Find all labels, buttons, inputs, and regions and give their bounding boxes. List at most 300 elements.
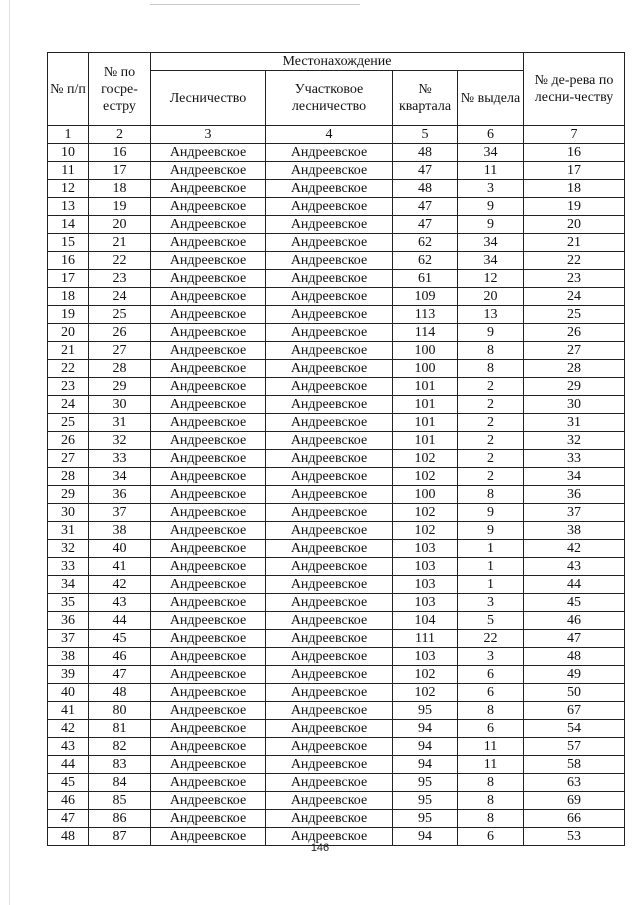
table-row [48,144,625,162]
district-forestry-cell: Андреевское [266,378,393,396]
quarter-cell: 94 [393,756,458,774]
table-row [48,306,625,324]
tree-no-cell: 44 [524,576,625,594]
district-forestry-cell: Андреевское [266,810,393,828]
district-forestry-cell: Андреевское [266,738,393,756]
forestry-cell: Андреевское [151,828,266,846]
tree-no-cell: 47 [524,630,625,648]
plot-cell: 1 [458,540,524,558]
column-number: 5 [393,126,458,144]
gos-registry-no-cell: 25 [89,306,151,324]
table-row [48,594,625,612]
row-no-cell: 11 [48,162,89,180]
gos-registry-no-cell: 87 [89,828,151,846]
quarter-cell: 101 [393,432,458,450]
row-no-cell: 40 [48,684,89,702]
tree-no-cell: 23 [524,270,625,288]
tree-no-cell: 53 [524,828,625,846]
plot-cell: 1 [458,558,524,576]
row-no-cell: 41 [48,702,89,720]
quarter-cell: 47 [393,216,458,234]
gos-registry-no-cell: 80 [89,702,151,720]
row-no-cell: 30 [48,504,89,522]
row-no-cell: 39 [48,666,89,684]
plot-cell: 6 [458,828,524,846]
quarter-cell: 101 [393,378,458,396]
district-forestry-cell: Андреевское [266,162,393,180]
tree-no-cell: 48 [524,648,625,666]
district-forestry-cell: Андреевское [266,252,393,270]
forestry-cell: Андреевское [151,432,266,450]
plot-cell: 20 [458,288,524,306]
district-forestry-cell: Андреевское [266,270,393,288]
table-row [48,774,625,792]
forestry-cell: Андреевское [151,252,266,270]
gos-registry-no-cell: 47 [89,666,151,684]
gos-registry-no-cell: 16 [89,144,151,162]
plot-cell: 2 [458,414,524,432]
forestry-cell: Андреевское [151,342,266,360]
quarter-cell: 48 [393,144,458,162]
row-no-cell: 20 [48,324,89,342]
quarter-cell: 101 [393,396,458,414]
column-number: 4 [266,126,393,144]
table-header [48,53,625,144]
plot-cell: 3 [458,648,524,666]
tree-no-cell: 18 [524,180,625,198]
plot-cell: 9 [458,504,524,522]
table-row [48,558,625,576]
forestry-cell: Андреевское [151,270,266,288]
forestry-cell: Андреевское [151,396,266,414]
plot-cell: 6 [458,666,524,684]
tree-no-cell: 32 [524,432,625,450]
row-no-cell: 22 [48,360,89,378]
plot-cell: 2 [458,396,524,414]
row-no-cell: 29 [48,486,89,504]
quarter-cell: 95 [393,792,458,810]
table-row [48,270,625,288]
plot-cell: 12 [458,270,524,288]
plot-cell: 8 [458,774,524,792]
district-forestry-cell: Андреевское [266,684,393,702]
forestry-cell: Андреевское [151,720,266,738]
plot-cell: 2 [458,450,524,468]
table-row [48,378,625,396]
district-forestry-cell: Андреевское [266,756,393,774]
district-forestry-cell: Андреевское [266,306,393,324]
forestry-cell: Андреевское [151,234,266,252]
quarter-cell: 103 [393,594,458,612]
plot-cell: 6 [458,720,524,738]
tree-no-cell: 17 [524,162,625,180]
gos-registry-no-cell: 42 [89,576,151,594]
quarter-cell: 95 [393,702,458,720]
district-forestry-cell: Андреевское [266,396,393,414]
district-forestry-cell: Андреевское [266,792,393,810]
table-row [48,666,625,684]
district-forestry-cell: Андреевское [266,522,393,540]
table-row [48,792,625,810]
quarter-cell: 101 [393,414,458,432]
gos-registry-no-cell: 34 [89,468,151,486]
quarter-cell: 109 [393,288,458,306]
table-row [48,396,625,414]
table-row [48,324,625,342]
table-row [48,576,625,594]
forestry-cell: Андреевское [151,180,266,198]
district-forestry-cell: Андреевское [266,342,393,360]
tree-no-cell: 22 [524,252,625,270]
district-forestry-cell: Андреевское [266,216,393,234]
row-no-cell: 43 [48,738,89,756]
quarter-cell: 100 [393,486,458,504]
tree-no-cell: 27 [524,342,625,360]
plot-cell: 9 [458,216,524,234]
plot-cell: 3 [458,180,524,198]
quarter-cell: 102 [393,684,458,702]
row-no-cell: 44 [48,756,89,774]
gos-registry-no-cell: 32 [89,432,151,450]
row-no-cell: 36 [48,612,89,630]
column-number: 1 [48,126,89,144]
gos-registry-no-cell: 45 [89,630,151,648]
district-forestry-cell: Андреевское [266,504,393,522]
plot-cell: 34 [458,144,524,162]
column-number: 7 [524,126,625,144]
district-forestry-cell: Андреевское [266,180,393,198]
quarter-cell: 61 [393,270,458,288]
column-number: 3 [151,126,266,144]
quarter-cell: 62 [393,234,458,252]
quarter-cell: 113 [393,306,458,324]
forestry-cell: Андреевское [151,774,266,792]
tree-no-cell: 16 [524,144,625,162]
row-no-cell: 32 [48,540,89,558]
quarter-cell: 47 [393,162,458,180]
forestry-cell: Андреевское [151,630,266,648]
quarter-cell: 102 [393,468,458,486]
district-forestry-cell: Андреевское [266,468,393,486]
forestry-cell: Андреевское [151,360,266,378]
quarter-cell: 103 [393,648,458,666]
row-no-cell: 25 [48,414,89,432]
table-row [48,720,625,738]
row-no-cell: 38 [48,648,89,666]
forestry-cell: Андреевское [151,810,266,828]
tree-registry-table [47,52,625,846]
gos-registry-no-cell: 83 [89,756,151,774]
forestry-cell: Андреевское [151,540,266,558]
forestry-cell: Андреевское [151,504,266,522]
district-forestry-cell: Андреевское [266,702,393,720]
plot-cell: 11 [458,162,524,180]
district-forestry-cell: Андреевское [266,630,393,648]
tree-no-cell: 42 [524,540,625,558]
gos-registry-no-cell: 23 [89,270,151,288]
table-row [48,432,625,450]
forestry-cell: Андреевское [151,414,266,432]
header-location-group: Местонахождение [151,53,524,71]
forestry-cell: Андреевское [151,378,266,396]
forestry-cell: Андреевское [151,558,266,576]
forestry-cell: Андреевское [151,702,266,720]
tree-no-cell: 69 [524,792,625,810]
quarter-cell: 111 [393,630,458,648]
plot-cell: 22 [458,630,524,648]
gos-registry-no-cell: 31 [89,414,151,432]
row-no-cell: 17 [48,270,89,288]
table-body [48,144,625,846]
gos-registry-no-cell: 41 [89,558,151,576]
plot-cell: 34 [458,234,524,252]
gos-registry-no-cell: 20 [89,216,151,234]
district-forestry-cell: Андреевское [266,666,393,684]
gos-registry-no-cell: 46 [89,648,151,666]
table-row [48,810,625,828]
gos-registry-no-cell: 27 [89,342,151,360]
header-forestry: Лесничество [151,71,266,126]
district-forestry-cell: Андреевское [266,288,393,306]
plot-cell: 13 [458,306,524,324]
quarter-cell: 102 [393,666,458,684]
row-no-cell: 26 [48,432,89,450]
scan-artifact-top [150,4,360,5]
district-forestry-cell: Андреевское [266,324,393,342]
header-plot: № выдела [458,71,524,126]
district-forestry-cell: Андреевское [266,360,393,378]
quarter-cell: 95 [393,774,458,792]
scan-artifact-left [9,0,10,905]
row-no-cell: 12 [48,180,89,198]
district-forestry-cell: Андреевское [266,558,393,576]
gos-registry-no-cell: 21 [89,234,151,252]
forestry-cell: Андреевское [151,594,266,612]
quarter-cell: 94 [393,738,458,756]
tree-no-cell: 24 [524,288,625,306]
forestry-cell: Андреевское [151,198,266,216]
table-row [48,630,625,648]
gos-registry-no-cell: 19 [89,198,151,216]
forestry-cell: Андреевское [151,576,266,594]
tree-no-cell: 30 [524,396,625,414]
quarter-cell: 62 [393,252,458,270]
forestry-cell: Андреевское [151,216,266,234]
forestry-cell: Андреевское [151,756,266,774]
district-forestry-cell: Андреевское [266,414,393,432]
quarter-cell: 102 [393,450,458,468]
column-number: 6 [458,126,524,144]
district-forestry-cell: Андреевское [266,144,393,162]
row-no-cell: 28 [48,468,89,486]
column-number: 2 [89,126,151,144]
tree-no-cell: 58 [524,756,625,774]
table-row [48,450,625,468]
gos-registry-no-cell: 18 [89,180,151,198]
tree-no-cell: 67 [524,702,625,720]
tree-no-cell: 43 [524,558,625,576]
gos-registry-no-cell: 43 [89,594,151,612]
row-no-cell: 15 [48,234,89,252]
table-row [48,234,625,252]
plot-cell: 9 [458,324,524,342]
plot-cell: 8 [458,792,524,810]
plot-cell: 8 [458,486,524,504]
table-row [48,522,625,540]
tree-no-cell: 50 [524,684,625,702]
tree-no-cell: 49 [524,666,625,684]
plot-cell: 9 [458,522,524,540]
quarter-cell: 103 [393,558,458,576]
row-no-cell: 46 [48,792,89,810]
tree-no-cell: 46 [524,612,625,630]
gos-registry-no-cell: 84 [89,774,151,792]
gos-registry-no-cell: 38 [89,522,151,540]
table-row [48,414,625,432]
table-row [48,198,625,216]
row-no-cell: 48 [48,828,89,846]
plot-cell: 8 [458,702,524,720]
table-row [48,756,625,774]
tree-no-cell: 36 [524,486,625,504]
quarter-cell: 48 [393,180,458,198]
tree-no-cell: 63 [524,774,625,792]
row-no-cell: 24 [48,396,89,414]
table-row [48,162,625,180]
row-no-cell: 16 [48,252,89,270]
row-no-cell: 33 [48,558,89,576]
header-tree-no: № де-рева по лесни-честву [524,53,625,126]
forestry-cell: Андреевское [151,738,266,756]
row-no-cell: 47 [48,810,89,828]
tree-no-cell: 19 [524,198,625,216]
forestry-cell: Андреевское [151,612,266,630]
row-no-cell: 45 [48,774,89,792]
row-no-cell: 31 [48,522,89,540]
table-row [48,288,625,306]
header-no: № п/п [48,53,89,126]
table-row [48,702,625,720]
tree-no-cell: 25 [524,306,625,324]
gos-registry-no-cell: 17 [89,162,151,180]
district-forestry-cell: Андреевское [266,612,393,630]
plot-cell: 11 [458,756,524,774]
forestry-cell: Андреевское [151,486,266,504]
quarter-cell: 114 [393,324,458,342]
table-row [48,180,625,198]
plot-cell: 34 [458,252,524,270]
row-no-cell: 42 [48,720,89,738]
plot-cell: 9 [458,198,524,216]
table-row [48,540,625,558]
forestry-cell: Андреевское [151,144,266,162]
table-row [48,612,625,630]
row-no-cell: 23 [48,378,89,396]
district-forestry-cell: Андреевское [266,540,393,558]
table-row [48,468,625,486]
gos-registry-no-cell: 36 [89,486,151,504]
row-no-cell: 34 [48,576,89,594]
table-row [48,342,625,360]
district-forestry-cell: Андреевское [266,576,393,594]
quarter-cell: 100 [393,360,458,378]
table-row [48,216,625,234]
plot-cell: 2 [458,432,524,450]
forestry-cell: Андреевское [151,666,266,684]
forestry-cell: Андреевское [151,522,266,540]
table-row [48,486,625,504]
plot-cell: 6 [458,684,524,702]
plot-cell: 8 [458,360,524,378]
row-no-cell: 18 [48,288,89,306]
header-quarter: № квартала [393,71,458,126]
quarter-cell: 100 [393,342,458,360]
gos-registry-no-cell: 29 [89,378,151,396]
forestry-cell: Андреевское [151,792,266,810]
tree-no-cell: 54 [524,720,625,738]
forestry-cell: Андреевское [151,162,266,180]
tree-no-cell: 31 [524,414,625,432]
tree-no-cell: 20 [524,216,625,234]
gos-registry-no-cell: 48 [89,684,151,702]
district-forestry-cell: Андреевское [266,234,393,252]
plot-cell: 11 [458,738,524,756]
quarter-cell: 95 [393,810,458,828]
tree-no-cell: 29 [524,378,625,396]
quarter-cell: 103 [393,576,458,594]
plot-cell: 3 [458,594,524,612]
gos-registry-no-cell: 26 [89,324,151,342]
gos-registry-no-cell: 44 [89,612,151,630]
gos-registry-no-cell: 40 [89,540,151,558]
tree-no-cell: 28 [524,360,625,378]
table-row [48,504,625,522]
row-no-cell: 10 [48,144,89,162]
district-forestry-cell: Андреевское [266,450,393,468]
gos-registry-no-cell: 28 [89,360,151,378]
plot-cell: 5 [458,612,524,630]
tree-no-cell: 45 [524,594,625,612]
district-forestry-cell: Андреевское [266,774,393,792]
district-forestry-cell: Андреевское [266,486,393,504]
plot-cell: 8 [458,810,524,828]
tree-no-cell: 26 [524,324,625,342]
quarter-cell: 94 [393,720,458,738]
row-no-cell: 19 [48,306,89,324]
tree-no-cell: 57 [524,738,625,756]
gos-registry-no-cell: 33 [89,450,151,468]
column-numbers-row [48,126,625,144]
gos-registry-no-cell: 30 [89,396,151,414]
plot-cell: 2 [458,468,524,486]
header-district-forestry: Участковое лесничество [266,71,393,126]
gos-registry-no-cell: 24 [89,288,151,306]
table-row [48,738,625,756]
quarter-cell: 104 [393,612,458,630]
gos-registry-no-cell: 81 [89,720,151,738]
district-forestry-cell: Андреевское [266,648,393,666]
gos-registry-no-cell: 82 [89,738,151,756]
tree-no-cell: 33 [524,450,625,468]
quarter-cell: 47 [393,198,458,216]
quarter-cell: 94 [393,828,458,846]
gos-registry-no-cell: 85 [89,792,151,810]
gos-registry-no-cell: 37 [89,504,151,522]
district-forestry-cell: Андреевское [266,594,393,612]
page-number: 146 [310,842,330,854]
forestry-cell: Андреевское [151,450,266,468]
header-gos-registry-no: № по госре-естру [89,53,151,126]
